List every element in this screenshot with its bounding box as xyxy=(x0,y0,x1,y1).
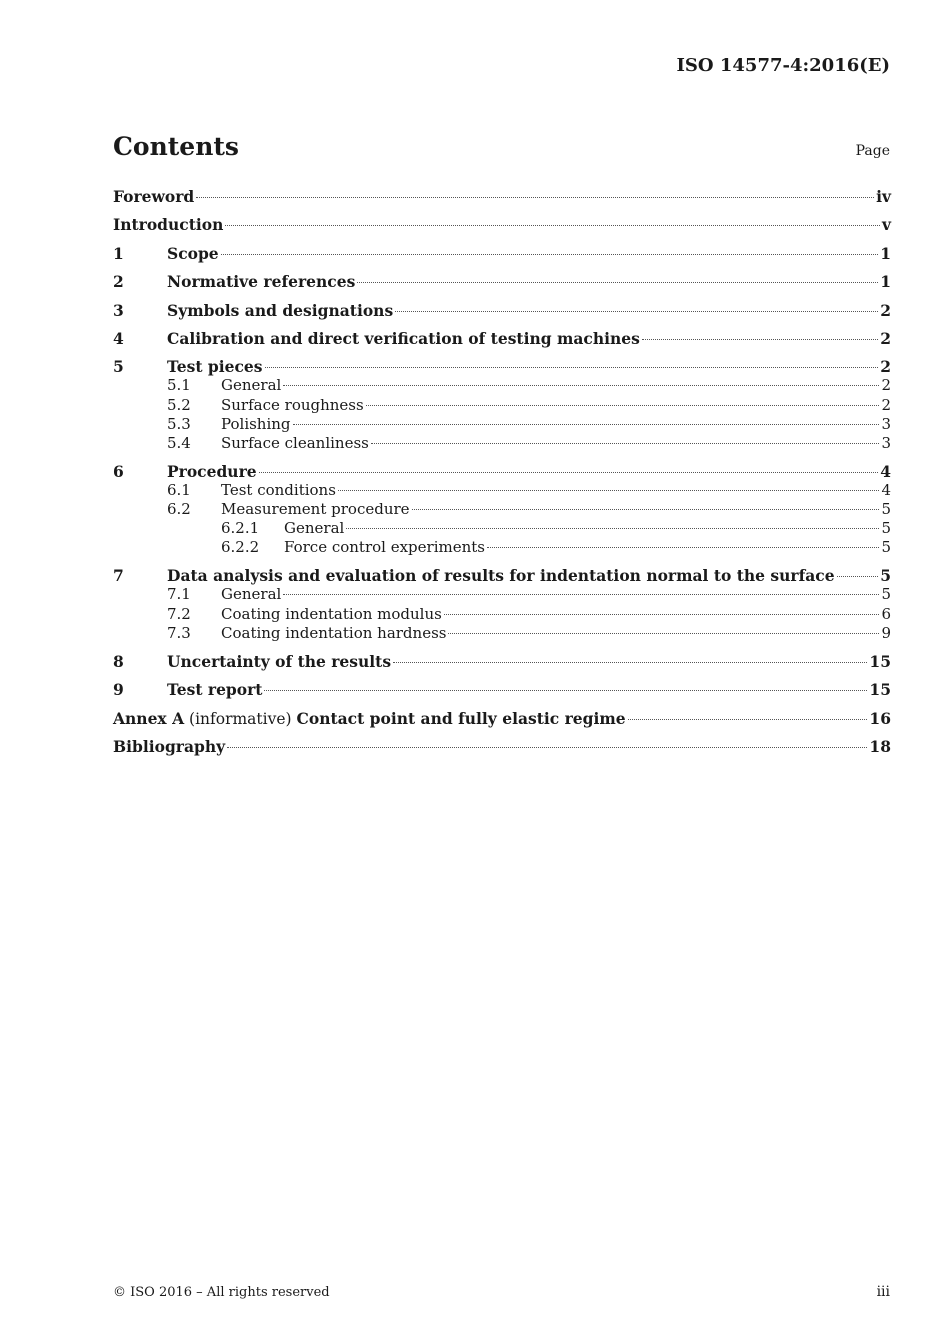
toc-entry[interactable] xyxy=(113,624,891,650)
toc-entry-page: 4 xyxy=(880,461,891,481)
toc-entry[interactable] xyxy=(113,270,891,298)
toc-entry-page: 3 xyxy=(881,414,891,433)
toc-entry[interactable] xyxy=(113,213,891,241)
toc-entry-title: Surface roughness xyxy=(221,395,364,414)
toc-entry[interactable] xyxy=(113,376,891,395)
toc-entry-page: 15 xyxy=(869,651,891,671)
toc-entry-title: Uncertainty of the results xyxy=(167,651,392,671)
toc-entry-number: 1 xyxy=(113,243,124,263)
toc-entry-page: 1 xyxy=(880,243,891,263)
toc-entry-page: 1 xyxy=(880,272,891,292)
toc-entry-page: 5 xyxy=(881,500,891,519)
toc-entry-number: 6.1 xyxy=(167,480,191,499)
page-column-label: Page xyxy=(855,143,890,159)
dot-leader xyxy=(371,443,880,444)
toc-entry-number: 2 xyxy=(113,272,124,292)
toc-entry-page: 5 xyxy=(881,519,891,538)
toc-entry[interactable] xyxy=(113,415,891,434)
dot-leader xyxy=(628,719,868,720)
toc-entry-number: 7.2 xyxy=(167,604,191,623)
dot-leader xyxy=(264,690,867,691)
toc-entry-title: Force control experiments xyxy=(284,538,485,557)
toc-entry-number: 3 xyxy=(113,300,124,320)
table-of-contents xyxy=(113,185,891,763)
toc-entry-title: Measurement procedure xyxy=(221,500,410,519)
dot-leader xyxy=(338,490,880,491)
toc-entry-number: 4 xyxy=(113,328,124,348)
toc-entry-title: Introduction xyxy=(113,215,224,235)
footer-copyright: © ISO 2016 – All rights reserved xyxy=(113,1285,330,1300)
toc-entry-title: Scope xyxy=(167,243,219,263)
dot-leader xyxy=(225,225,880,226)
toc-entry-title: Coating indentation modulus xyxy=(221,604,442,623)
toc-entry-number: 7.1 xyxy=(167,585,191,604)
toc-entry-page: 5 xyxy=(880,566,891,586)
toc-entry-number: 5 xyxy=(113,357,124,377)
toc-entry-number: 5.4 xyxy=(167,433,191,452)
toc-entry-page: 5 xyxy=(881,538,891,557)
document-id: ISO 14577-4:2016(E) xyxy=(676,55,890,76)
toc-entry-title: Data analysis and evaluation of results for indentation normal to the surface xyxy=(167,566,835,586)
toc-entry-title: Surface cleanliness xyxy=(221,433,369,452)
dot-leader xyxy=(642,339,878,340)
toc-entry-number: 7.3 xyxy=(167,623,191,642)
toc-entry-page: 4 xyxy=(881,480,891,499)
toc-entry-number: 5.3 xyxy=(167,414,191,433)
toc-entry-number: 6 xyxy=(113,461,124,481)
footer-page-number: iii xyxy=(876,1284,890,1300)
dot-leader xyxy=(227,747,867,748)
toc-entry[interactable] xyxy=(113,434,891,460)
toc-entry-title: General xyxy=(221,585,282,604)
toc-entry-title: Test conditions xyxy=(221,480,336,499)
toc-entry-title: Symbols and designations xyxy=(167,300,394,320)
page-title: Contents xyxy=(113,132,240,161)
toc-entry[interactable] xyxy=(113,585,891,604)
toc-entry-number: 7 xyxy=(113,566,124,586)
toc-entry[interactable] xyxy=(113,185,891,213)
toc-entry-page: 9 xyxy=(881,623,891,642)
toc-entry-page: 16 xyxy=(869,708,891,728)
dot-leader xyxy=(221,254,879,255)
dot-leader xyxy=(487,547,879,548)
toc-entry-title: Coating indentation hardness xyxy=(221,623,447,642)
toc-entry-number: 5.2 xyxy=(167,395,191,414)
toc-entry[interactable] xyxy=(113,460,891,481)
toc-entry-title xyxy=(113,707,626,731)
toc-entry-page: 2 xyxy=(881,376,891,395)
toc-entry-title: General xyxy=(221,376,282,395)
toc-entry-title: Procedure xyxy=(167,461,257,481)
toc-entry[interactable] xyxy=(113,327,891,355)
toc-entry-title-prefix: Annex A xyxy=(113,708,185,728)
dot-leader xyxy=(395,311,878,312)
toc-entry-page: 2 xyxy=(880,328,891,348)
toc-entry[interactable] xyxy=(113,707,891,735)
dot-leader xyxy=(283,594,879,595)
toc-entry[interactable] xyxy=(113,519,891,538)
dot-leader xyxy=(357,282,878,283)
toc-entry[interactable] xyxy=(113,500,891,519)
toc-entry-page: 2 xyxy=(881,395,891,414)
toc-entry[interactable] xyxy=(113,735,891,763)
dot-leader xyxy=(196,197,874,198)
toc-entry-title: General xyxy=(284,519,345,538)
toc-entry-title: Bibliography xyxy=(113,737,226,757)
toc-entry-page: 6 xyxy=(881,604,891,623)
toc-entry-title-rest: Contact point and fully elastic regime xyxy=(296,708,626,728)
toc-entry-page: 5 xyxy=(881,585,891,604)
toc-entry-page: 2 xyxy=(880,357,891,377)
dot-leader xyxy=(259,472,879,473)
toc-entry-number: 6.2 xyxy=(167,500,191,519)
toc-entry[interactable] xyxy=(113,678,891,706)
toc-entry[interactable] xyxy=(113,299,891,327)
dot-leader xyxy=(412,509,880,510)
toc-entry-page: 2 xyxy=(880,300,891,320)
toc-entry[interactable] xyxy=(113,538,891,564)
toc-entry-title-qualifier: (informative) xyxy=(184,709,297,728)
toc-entry-page: 15 xyxy=(869,680,891,700)
toc-entry-page: 3 xyxy=(881,433,891,452)
toc-entry-title: Calibration and direct verification of testing machines xyxy=(167,328,640,348)
dot-leader xyxy=(283,385,879,386)
toc-entry-title: Foreword xyxy=(113,187,195,206)
toc-entry[interactable] xyxy=(113,355,891,376)
toc-entry[interactable] xyxy=(113,605,891,624)
dot-leader xyxy=(444,614,880,615)
toc-entry[interactable] xyxy=(113,396,891,415)
toc-entry-number: 6.2.2 xyxy=(221,538,260,557)
dot-leader xyxy=(448,633,879,634)
toc-entry-title: Normative references xyxy=(167,272,356,292)
toc-entry-page: iv xyxy=(876,187,891,206)
toc-entry[interactable] xyxy=(113,481,891,500)
toc-entry-page: 18 xyxy=(869,737,891,757)
toc-entry-page: v xyxy=(881,215,891,235)
toc-entry[interactable] xyxy=(113,564,891,585)
dot-leader xyxy=(346,528,879,529)
toc-entry-number: 9 xyxy=(113,680,124,700)
dot-leader xyxy=(265,367,879,368)
toc-entry-number: 5.1 xyxy=(167,376,191,395)
dot-leader xyxy=(393,662,867,663)
toc-entry[interactable] xyxy=(113,242,891,270)
dot-leader xyxy=(837,576,879,577)
toc-entry-number: 8 xyxy=(113,651,124,671)
toc-entry[interactable] xyxy=(113,650,891,678)
toc-entry-title: Polishing xyxy=(221,414,291,433)
dot-leader xyxy=(366,405,880,406)
toc-entry-number: 6.2.1 xyxy=(221,519,260,538)
dot-leader xyxy=(293,424,880,425)
toc-entry-title: Test report xyxy=(167,680,263,700)
toc-entry-title: Test pieces xyxy=(167,357,263,377)
